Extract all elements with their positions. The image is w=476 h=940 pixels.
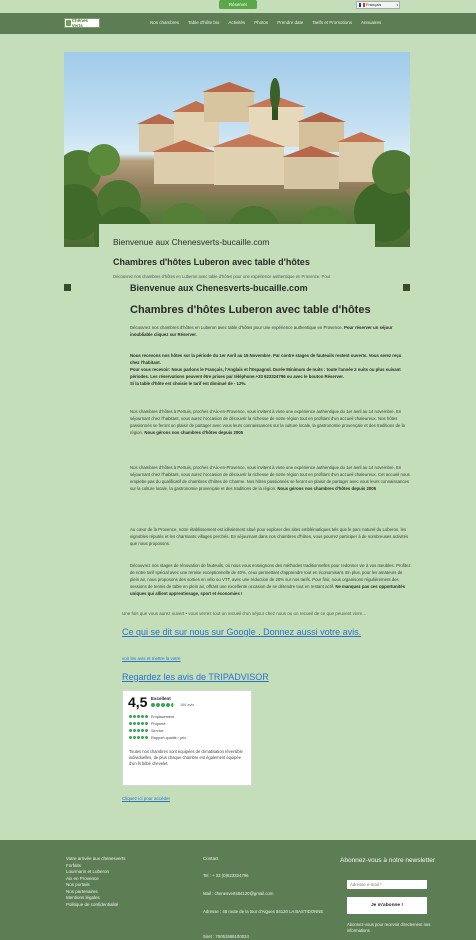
- site-footer: [0, 840, 476, 940]
- rating-dot-icon: [156, 703, 160, 707]
- welcome-title: Bienvenue aux Chenesverts-bucaille.com: [113, 237, 270, 247]
- charme-since: Nous gérons nos chambres d'hôtes depuis 2005: [277, 486, 377, 491]
- tripadvisor-link[interactable]: Regardez les avis de TRIPADVISOR: [122, 672, 269, 682]
- reserve-button[interactable]: Réserver: [219, 0, 257, 9]
- top-utility-bar: [0, 0, 476, 13]
- footer-link-mentions[interactable]: Mentions légales: [66, 895, 100, 900]
- rating-half-dot-icon: [171, 703, 175, 707]
- nav-item-photos[interactable]: Photos: [254, 20, 269, 25]
- french-flag-icon: [359, 3, 365, 7]
- intro-reserve-text: Pour réserver un séjour inoubliable cliquez sur Réserver.: [130, 325, 393, 337]
- main-nav: [150, 20, 381, 25]
- nav-item-tarifs[interactable]: Tarifs et Promotions: [312, 20, 352, 25]
- arrival-discount: Si la table d'hôte est choisie le tarif est diminué de - 12%.: [130, 381, 247, 386]
- nav-item-annuaires[interactable]: Annuaires: [360, 20, 382, 25]
- tripadvisor-small-link[interactable]: Cliquez ici pour accéder: [122, 796, 171, 801]
- charme-text: Nos chambres d'hôtes à Pertuis, proches d'Aix-en-Provence, vous invitent à vivre une expérience authentique du 1er avril au 14 novembre. En séjournant chez l'habitant, vous aurez l'occasion de découvrir la richesse de notre région tout en profitant d'un accueil chaleureux. Cet accueil nous emplebe pas du qualificatif de chambres d'hôtes de Charme. Nos hôtes passionnés se feront un plaisir de partager avec vous leurs connaissances sur la culture locale, la gastronomie provençale et des traditions de la région.: [130, 465, 410, 491]
- rating-bubbles: [151, 703, 194, 707]
- page-subtitle: Chambres d'hôtes Luberon avec table d'hôtes: [130, 304, 371, 316]
- hero-image-village: [64, 52, 410, 247]
- nav-item-prendre-date[interactable]: Prendre date: [277, 20, 304, 25]
- footer-contact-mail[interactable]: Mail : chenesverts84120@gmail.com: [203, 891, 274, 896]
- provence-text: Au cœur de la Provence, notre établissement est idéalement situé pour explorer des sites emblématiques tels que le parc naturel du Luberon, les vignobles réputés et les charmants villages perchés. En séjournant dans nos chambres d'hôtes, vous pourrez participer à de nombreuses activités que nous proposons.: [130, 527, 409, 546]
- subrating-label: Rapport qualité / prix: [151, 735, 187, 740]
- welcome-intro: Découvrez nos chambres d'hôtes en Luberon avec table d'hôtes pour une expérience authentique en Provence. Pour: [113, 274, 331, 279]
- rating-dot-icon: [166, 703, 170, 707]
- welcome-overlay-box: [99, 224, 375, 272]
- paragraph-charme: [130, 464, 412, 492]
- language-label: Français: [366, 2, 382, 7]
- rating-score: 4,5: [128, 694, 148, 710]
- chevron-down-icon: ▾: [396, 3, 398, 7]
- leaf-icon: [66, 20, 71, 26]
- language-select[interactable]: [356, 1, 400, 9]
- newsletter-note: Abonnez-vous pour recevoir directement nos informations: [347, 922, 431, 933]
- intro-text: Découvrez nos chambres d'hôtes en Luberon avec table d'hôtes pour une expérience authentique en Provence.: [130, 325, 345, 330]
- nav-item-activites[interactable]: Activités: [228, 20, 246, 25]
- subrating-dots-icon: [129, 722, 148, 725]
- arrival-details: Pour vous recevoir: Nous parlons le Français, l'Anglais et l'Espagnol. Durée Minimum de nuits : toute l'année 2 nuits ou plus suivant périodes. Les réservations peuvent être prises par téléphone.+33 623324796 ou avec le bouton Réserver.: [130, 367, 401, 379]
- stages-cta: Ne manquez pas ces opportunités uniques qui allient apprentissage, sport et économies !: [130, 584, 406, 596]
- paragraph-intro: [130, 324, 412, 338]
- google-reviews-small-link[interactable]: voir les avis et mettre la votre: [122, 656, 181, 661]
- experience-since: Nous gérons nos chambres d'hôtes depuis 2005: [144, 430, 244, 435]
- footer-link-lourmarin[interactable]: Lourmarin et Luberon: [66, 869, 110, 874]
- subrating-row: [129, 734, 186, 741]
- newsletter-email-input[interactable]: [347, 880, 427, 889]
- arrival-text: Nous recevons nos hôtes sur la période du 1er Avril au 15 Novembre. Par contre stages de fauteuils restent ouverts. Vous serez reçu chez l'habitant.: [130, 353, 402, 365]
- subrating-row: [129, 727, 186, 734]
- experience-text: Nos chambres d'hôtes à Pertuis, proches d'Aix-en-Provence, vous invitent à vivre une expérience authentique du 1er avril au 14 novembre. En séjournant chez l'habitant, vous aurez l'occasion de découvrir la richesse de notre région tout en profitant d'un accueil chaleureux. Nos hôtes passionnés se feront un plaisir de partager avec vous leurs connaissances sur la culture locale, la gastronomie provençale et des traditions de la région.: [130, 409, 405, 435]
- welcome-subtitle: Chambres d'hôtes Luberon avec table d'hôtes: [113, 257, 310, 267]
- subrating-label: Service: [151, 728, 164, 733]
- subrating-dots-icon: [129, 715, 148, 718]
- footer-contact-title: Contact: [203, 856, 219, 861]
- subrating-row: [129, 713, 186, 720]
- nav-item-table-hote[interactable]: Table d'hôte bio: [188, 20, 220, 25]
- footer-link-partenaires[interactable]: Nos partenaires: [66, 888, 98, 894]
- footer-link-portails[interactable]: Nos portails: [66, 882, 90, 887]
- main-header: [0, 13, 476, 34]
- paragraph-provence: [130, 526, 412, 547]
- footer-contact-address: Adresse : 48 route de la tour d'Aigues 84120 LA BASTIDONNE: [203, 909, 324, 914]
- stages-text: Découvrez nos stages de rénovation de fauteuils, où nous vous enseignons des méthodes traditionnelles pour redonner vie à vos meubles. Profitez de notre tarif spécial avec une remise exceptionnelle de 40%, ceux permettant d'apprendre tout en économisant. En plus, pour les amateurs de plein air, nous proposons des sorties en vélo ou VTT, avec une réduction de 20% sur nos tarifs. Pour finir, nous organisons régulièrement des sessions de tennis de table en plein air, offrant une excellente occasion de se détendre tout en restant actif.: [130, 563, 411, 589]
- subrating-label: Propreté: [151, 721, 166, 726]
- rating-card-text: Toutes nos chambres sont équipées de climatisation réversible individuelles, de plus chaque chambre est également équipée d'un lit bébé chevelet.: [129, 749, 243, 766]
- footer-contact-siret: Siret : 79051966100024: [203, 934, 249, 939]
- subrating-row: [129, 720, 186, 727]
- footer-link-aix[interactable]: Aix en Provence: [66, 875, 99, 881]
- subratings-list: [129, 713, 186, 741]
- footer-links: [66, 856, 126, 908]
- subrating-label: Emplacement: [151, 714, 175, 719]
- newsletter-title: Abonnez-vous à notre newsletter: [340, 857, 436, 864]
- paragraph-experience: [130, 408, 412, 436]
- newsletter-subscribe-button[interactable]: Je m'abonne !: [347, 897, 427, 914]
- rating-label: Excellent: [151, 696, 171, 701]
- footer-link-forfaits[interactable]: Forfaits: [66, 862, 82, 868]
- subrating-dots-icon: [129, 729, 148, 732]
- footer-link-confidentialite[interactable]: Politique de confidentialité: [66, 901, 119, 907]
- paragraph-stages: [130, 562, 412, 597]
- paragraph-arrival: [130, 352, 412, 387]
- review-count: 166 avis: [180, 703, 195, 707]
- rating-dot-icon: [161, 703, 165, 707]
- rating-dot-icon: [151, 703, 155, 707]
- footer-link-arrivee[interactable]: Votre arrivée aux chenesverts: [66, 856, 126, 861]
- nav-item-chambres[interactable]: Nos chambres: [150, 20, 180, 25]
- trailing-text: Une fois que vous aurez ouvert • vous verrez tout un recueil d'un séjour chez nous ou un recueil de ce que peuvent vivre…: [122, 611, 367, 616]
- subrating-dots-icon: [129, 736, 148, 739]
- footer-contact-tel[interactable]: Tel : + 33 (0)623324796: [203, 873, 249, 878]
- google-reviews-link[interactable]: Ce qui se dit sur nous sur Google . Donnez aussi votre avis.: [122, 627, 362, 637]
- page-title: Bienvenue aux Chenesverts-bucaille.com: [130, 283, 308, 293]
- site-logo[interactable]: [64, 18, 100, 28]
- logo-text: Chênes Verts: [71, 18, 89, 28]
- tripadvisor-rating-card[interactable]: [122, 690, 252, 786]
